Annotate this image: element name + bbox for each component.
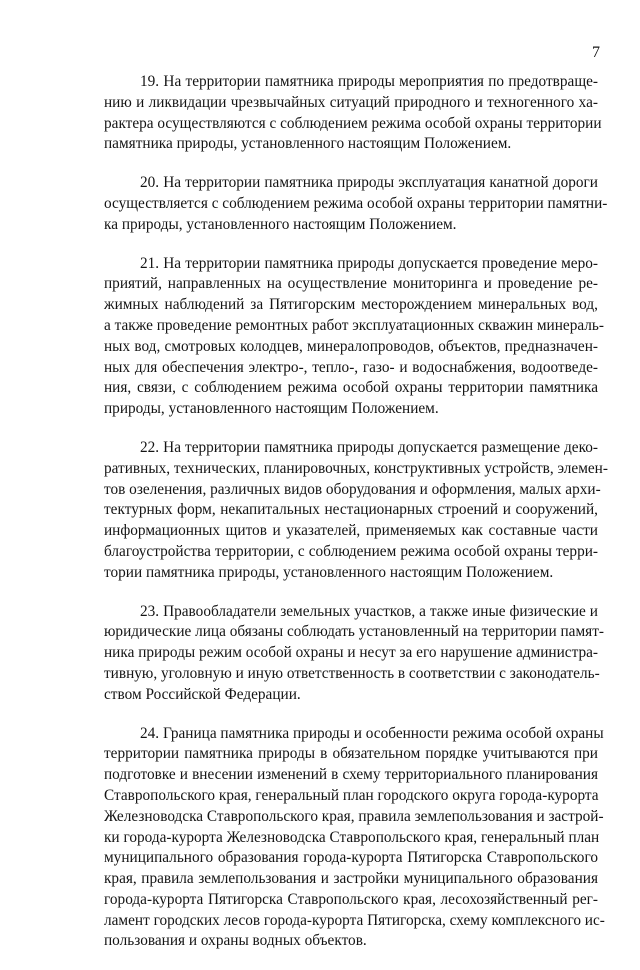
paragraph-19 bbox=[104, 72, 602, 155]
text-line: осуществляется с соблюдением режима особой охраны территории памятни- bbox=[104, 194, 608, 212]
text-line: 19. На территории памятника природы мероприятия по предотвраще- bbox=[140, 73, 598, 90]
text-line: 22. На территории памятника природы допускается размещение деко- bbox=[140, 438, 598, 456]
paragraph-21 bbox=[104, 254, 604, 420]
text-line: тивную, уголовную и иную ответственность в соответствии с законодатель- bbox=[104, 664, 600, 682]
text-line: ных для обеспечения электро-, тепло-, газо- и водоснабжения, водоотведе- bbox=[104, 358, 598, 376]
text-line: 21. На территории памятника природы допускается проведение меро- bbox=[140, 254, 598, 272]
text-line: тории памятника природы, установленного настоящим Положением. bbox=[104, 563, 554, 581]
text-line: благоустройства территории, с соблюдением режима особой охраны терри- bbox=[104, 542, 598, 560]
text-line: юридические лица обязаны соблюдать установленный на территории памят- bbox=[104, 623, 604, 641]
text-line: ка природы, установленного настоящим Положением. bbox=[104, 215, 457, 233]
text-line: памятника природы, установленного настоящим Положением. bbox=[104, 135, 512, 153]
text-line: нию и ликвидации чрезвычайных ситуаций природного и техногенного ха- bbox=[104, 93, 598, 111]
paragraph-22 bbox=[104, 438, 608, 584]
text-line: тектурных форм, некапитальных нестационарных строений и сооружений, bbox=[104, 501, 598, 519]
text-line: ламент городских лесов города-курорта Пятигорска, схему комплексного ис- bbox=[104, 911, 605, 929]
text-line: ративных, технических, планировочных, конструктивных устройств, элемен- bbox=[104, 459, 608, 477]
text-line: 24. Граница памятника природы и особенности режима особой охраны bbox=[140, 724, 604, 742]
text-line: ством Российской Федерации. bbox=[104, 685, 301, 703]
text-line: 23. Правообладатели земельных участков, а также иные физические и bbox=[140, 602, 598, 620]
paragraph-24 bbox=[104, 724, 605, 953]
text-line: рактера осуществляются с соблюдением режима особой охраны территории bbox=[104, 114, 602, 132]
text-line: Железноводска Ставропольского края, правила землепользования и застрой- bbox=[104, 807, 604, 825]
text-line: края, правила землепользования и застройки муниципального образования bbox=[104, 870, 598, 888]
text-line: тов озеленения, различных видов оборудования и оформления, малых архи- bbox=[104, 480, 601, 498]
text-line: муниципального образования города-курорта Пятигорска Ставропольского bbox=[104, 849, 598, 867]
text-line: территории памятника природы в обязательном порядке учитываются при bbox=[104, 745, 598, 763]
text-line: жимных наблюдений за Пятигорским месторождением минеральных вод, bbox=[104, 296, 598, 314]
text-line: города-курорта Пятигорска Ставропольского края, лесохозяйственный рег- bbox=[104, 890, 598, 908]
page-number: 7 bbox=[592, 44, 600, 61]
text-line: информационных щитов и указателей, применяемых как составные части bbox=[104, 522, 598, 540]
text-line: ния, связи, с соблюдением режима особой охраны территории памятника bbox=[104, 379, 598, 397]
text-line: ника природы режим особой охраны и несут за его нарушение администра- bbox=[104, 644, 598, 662]
text-line: ных вод, смотровых колодцев, минералопроводов, объектов, предназначен- bbox=[104, 337, 598, 355]
document-body bbox=[104, 72, 608, 970]
text-line: 20. На территории памятника природы эксплуатация канатной дороги bbox=[140, 174, 598, 192]
paragraph-20 bbox=[104, 173, 608, 235]
paragraph-23 bbox=[104, 602, 604, 706]
text-line: подготовке и внесении изменений в схему территориального планирования bbox=[104, 766, 598, 784]
text-line: а также проведение ремонтных работ эксплуатационных скважин минераль- bbox=[104, 316, 604, 334]
text-line: пользования и охраны водных объектов. bbox=[104, 932, 367, 950]
text-line: приятий, направленных на осуществление мониторинга и проведение ре- bbox=[104, 275, 598, 293]
text-line: Ставропольского края, генеральный план городского округа города-курорта bbox=[104, 786, 599, 804]
text-line: ки города-курорта Железноводска Ставропольского края, генеральный план bbox=[104, 828, 600, 846]
text-line: природы, установленного настоящим Положением. bbox=[104, 400, 439, 418]
